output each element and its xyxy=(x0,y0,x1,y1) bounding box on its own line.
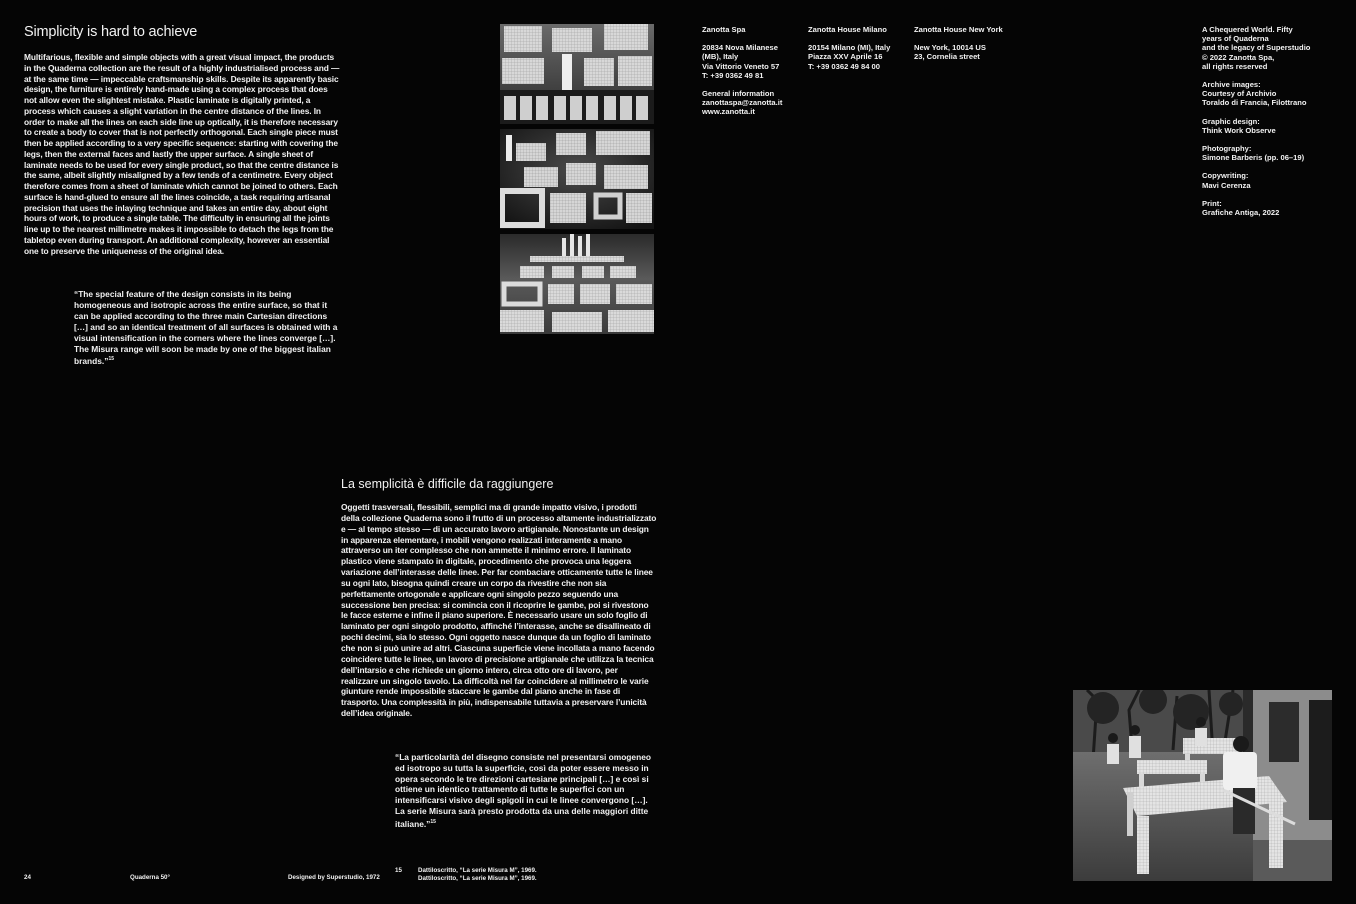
contact-zanotta-house-new-york xyxy=(914,25,1024,62)
quote-english xyxy=(74,289,342,367)
credits-line: all rights reserved xyxy=(1202,61,1268,71)
contact-milano-phone: T: +39 0362 49 84 00 xyxy=(808,61,880,71)
archive-photo-outdoor-table xyxy=(1073,690,1332,881)
credits-line: Simone Barberis (pp. 06–19) xyxy=(1202,153,1305,163)
footer-designed-by: Designed by Superstudio, 1972 xyxy=(288,874,380,881)
credits-line: Print: xyxy=(1202,198,1222,208)
credits-photography xyxy=(1202,144,1342,162)
archive-photo-models-2-graphic xyxy=(500,129,654,229)
archive-photo-models-1 xyxy=(500,24,654,124)
contact-spa-info-title: General information xyxy=(702,89,775,99)
colophon-credits xyxy=(1202,25,1342,226)
archive-photo-outdoor-table-graphic xyxy=(1073,690,1332,881)
credits-line: Mavi Cerenza xyxy=(1202,180,1251,190)
credits-line: Courtesy of Archivio xyxy=(1202,89,1277,99)
archive-photo-models-1-graphic xyxy=(500,24,654,124)
credits-line: Archive images: xyxy=(1202,80,1261,90)
credits-line: Think Work Observe xyxy=(1202,125,1276,135)
quote-english-text: “The special feature of the design consists in its being homogeneous and isotropic across the entire surface, so that it can be applied according to the three main Cartesian directions […] and so an identical treatment of all surfaces is obtained with a visual intensification in the corners where the lines converge […]. The Misura range will soon be made by one of the biggest italian brands.” xyxy=(74,289,338,367)
credits-book xyxy=(1202,25,1342,71)
contact-milano-line: 20154 Milano (MI), Italy xyxy=(808,43,891,53)
credits-line: Toraldo di Francia, Filottrano xyxy=(1202,98,1307,108)
credits-line: years of Quaderna xyxy=(1202,34,1269,44)
credits-line: Grafiche Antiga, 2022 xyxy=(1202,208,1280,218)
contact-spa-line: (MB), Italy xyxy=(702,52,739,62)
credits-line: and the legacy of Superstudio xyxy=(1202,43,1311,53)
contact-newyork-title: Zanotta House New York xyxy=(914,25,1003,34)
credits-line: Graphic design: xyxy=(1202,116,1260,126)
footer-publication: Quaderna 50° xyxy=(130,874,170,881)
contact-spa-web-link[interactable]: www.zanotta.it xyxy=(702,107,755,117)
contact-zanotta-spa xyxy=(702,25,802,117)
footnote-ref-italian: 15 xyxy=(430,818,436,825)
credits-line: © 2022 Zanotta Spa, xyxy=(1202,52,1275,62)
body-english: Multifarious, flexible and simple objects with a great visual impact, the products in the Quaderna collection are the result of a highly industrialised process and — at the same time — impeccable craftsmanship skills. Despite its apparently basic design, the furniture is entirely hand-made using a complex process that does not allow even the slightest mistake. Plastic laminate is digitally printed, a process which causes a slight variation in the centre distance of the lines. In order to make all the lines on each side line up optically, it is therefore necessary to create a body to cover that is not perfectly orthogonal. Each single piece must then be applied according to a very specific sequence: starting with covering the legs, then the external faces and lastly the upper surface. A single sheet of laminate needs to be used for every single product, so that the centre distance is the same, albeit slightly misaligned by a few tends of a centimetre. Every object therefore comes from a sheet of laminate which cannot be joined to others. Each surface is hand-glued to ensure all the lines coincide, a task requiring artisanal precision that uses the inlaying technique and takes an entire day, about eight hours of work, to produce a single table. The difficulty in ensuring all the joints line up to the nearest millimetre makes it impossible to detach the legs from the tabletop even during transport. An additional complexity, however an essential one to preserve the uniqueness of the original idea. xyxy=(24,52,340,256)
credits-print xyxy=(1202,199,1342,217)
contact-spa-line: 20834 Nova Milanese xyxy=(702,43,778,53)
archive-photo-models-3 xyxy=(500,234,654,334)
contact-newyork-line: New York, 10014 US xyxy=(914,43,986,53)
credits-copywriting xyxy=(1202,171,1342,189)
contact-newyork-line: 23, Cornelia street xyxy=(914,52,980,62)
contact-spa-title: Zanotta Spa xyxy=(702,25,746,34)
credits-line: Copywriting: xyxy=(1202,171,1249,181)
body-italian: Oggetti trasversali, flessibili, semplici ma di grande impatto visivo, i prodotti della collezione Quaderna sono il frutto di un processo altamente industrializzato e — al tempo stesso — di un accurato lavoro artigianale. Nonostante un design in apparenza elementare, i mobili vengono realizzati interamente a mano attraverso un iter complesso che non ammette il minimo errore. Il laminato plastico viene stampato in digitale, procedimento che provoca una leggera variazione dell’interasse delle linee. Per far combaciare otticamente tutte le linee su ogni lato, bisogna quindi creare un corpo da rivestire che non sia perfettamente ortogonale e applicare ogni singolo pezzo seguendo una successione ben precisa: si comincia con il ricoprire le gambe, poi si rivestono le facce esterne e infine il piano superiore. È necessario usare un solo foglio di laminato per ogni singolo prodotto, affinché l’interasse, anche se disallineato di pochi decimi, sia lo stesso. Ogni oggetto nasce dunque da un foglio di laminato che non si può unire ad altri. Ciascuna superficie viene incollata a mano facendo coincidere tutte le linee, un lavoro di precisione artigianale che utilizza la tecnica dell’intarsio e che richiede un giorno intero, circa otto ore di lavoro, per realizzare un singolo tavolo. La difficoltà nel far coincidere al millimetro le varie giunture rende impossibile staccare le gambe dal piano anche in fase di trasporto. Una complessità in più, indispensabile tuttavia a preservare l’unicità dell’idea originale. xyxy=(341,502,657,719)
footnote-ref-english: 15 xyxy=(108,356,114,363)
credits-graphic-design xyxy=(1202,117,1342,135)
credits-line: A Chequered World. Fifty xyxy=(1202,25,1293,34)
heading-english: Simplicity is hard to achieve xyxy=(24,24,198,40)
contact-spa-phone: T: +39 0362 49 81 xyxy=(702,70,764,80)
quote-italian-text: “La particolarità del disegno consiste nel presentarsi omogeneo ed isotropo su tutta la superficie, così da poter essere messo in opera secondo le tre direzioni cartesiane principali […] e così si ottiene un identico trattamento di tutte le superfici con un intensificarsi visivo degli spigoli in cui le linee convergono […]. La serie Misura sarà presto prodotta da una delle maggiori ditte italiane.” xyxy=(395,752,651,829)
footnote-line: Dattiloscritto, “La serie Misura M”, 1969. xyxy=(418,874,537,882)
archive-photo-models-2 xyxy=(500,129,654,229)
heading-italian: La semplicità è difficile da raggiungere xyxy=(341,477,554,491)
credits-archive xyxy=(1202,80,1342,108)
footer-page-number: 24 xyxy=(24,874,31,881)
footnote-number: 15 xyxy=(395,867,402,874)
contact-spa-line: Via Vittorio Veneto 57 xyxy=(702,61,780,71)
contact-zanotta-house-milano xyxy=(808,25,908,71)
footnote-text xyxy=(418,867,537,882)
contact-milano-title: Zanotta House Milano xyxy=(808,25,887,34)
quote-italian xyxy=(395,752,657,829)
footnote-line: Dattiloscritto, “La serie Misura M”, 1969. xyxy=(418,867,537,874)
credits-line: Photography: xyxy=(1202,144,1252,154)
contact-spa-email-link[interactable]: zanottaspa@zanotta.it xyxy=(702,98,783,108)
archive-photo-models-3-graphic xyxy=(500,234,654,334)
contact-milano-line: Piazza XXV Aprile 16 xyxy=(808,52,883,62)
